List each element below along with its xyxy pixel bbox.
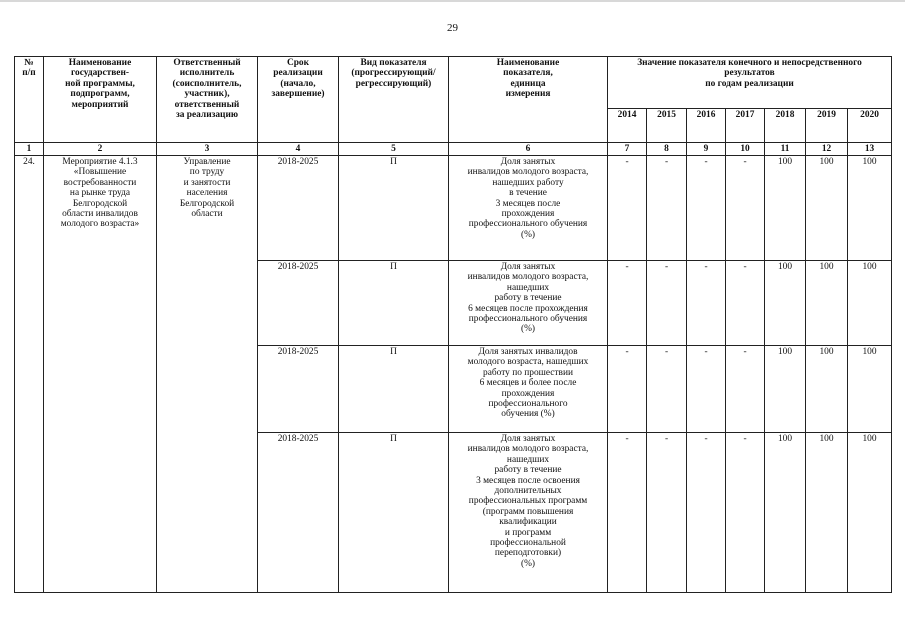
column-number: 2	[44, 143, 157, 156]
value-cell: -	[726, 261, 765, 346]
column-number: 1	[15, 143, 44, 156]
value-cell: -	[647, 156, 687, 261]
header-year: 2019	[806, 109, 848, 143]
column-number: 3	[157, 143, 258, 156]
period-cell: 2018-2025	[258, 261, 339, 346]
value-cell: -	[608, 156, 647, 261]
column-number: 11	[765, 143, 806, 156]
indicator-type-cell: П	[339, 433, 449, 593]
value-cell: -	[608, 261, 647, 346]
page-number: 29	[447, 22, 458, 34]
value-cell: -	[608, 346, 647, 433]
header-year: 2016	[687, 109, 726, 143]
header-program-name: Наименование государствен- ной программы, подпрограмм, мероприятий	[44, 57, 157, 143]
column-number: 7	[608, 143, 647, 156]
value-cell: -	[647, 261, 687, 346]
value-cell: 100	[765, 156, 806, 261]
header-number: № п/п	[15, 57, 44, 143]
value-cell: 100	[848, 346, 892, 433]
indicator-type-cell: П	[339, 346, 449, 433]
indicator-name-cell: Доля занятых инвалидов молодого возраста, нашедших работу в течение 3 месяцев после прохождения профессионального обучения (%)	[449, 156, 608, 261]
value-cell: 100	[806, 261, 848, 346]
value-cell: -	[726, 346, 765, 433]
header-year: 2018	[765, 109, 806, 143]
indicator-type-cell: П	[339, 261, 449, 346]
value-cell: 100	[765, 346, 806, 433]
period-cell: 2018-2025	[258, 346, 339, 433]
header-indicator-name: Наименование показателя, единица измерения	[449, 57, 608, 143]
indicators-table	[14, 56, 892, 593]
value-cell: -	[608, 433, 647, 593]
value-cell: 100	[806, 156, 848, 261]
value-cell: -	[647, 433, 687, 593]
indicator-name-cell: Доля занятых инвалидов молодого возраста, нашедших работу в течение 3 месяцев после освоения дополнительных профессиональных программ (программ повышения квалификации и программ профессиональной переподготовки) (%)	[449, 433, 608, 593]
header-values-group: Значение показателя конечного и непосредственного результатов по годам реализации	[608, 57, 892, 109]
value-cell: -	[687, 346, 726, 433]
header-executor: Ответственный исполнитель (соисполнитель, участник), ответственный за реализацию	[157, 57, 258, 143]
header-year: 2020	[848, 109, 892, 143]
entry-name: Мероприятие 4.1.3 «Повышение востребованности на рынке труда Белгородской области инвалидов молодого возраста»	[44, 156, 157, 593]
period-cell: 2018-2025	[258, 433, 339, 593]
value-cell: 100	[848, 261, 892, 346]
value-cell: -	[726, 433, 765, 593]
value-cell: -	[726, 156, 765, 261]
value-cell: -	[687, 156, 726, 261]
column-number: 4	[258, 143, 339, 156]
column-number: 8	[647, 143, 687, 156]
page-top-border	[0, 0, 905, 2]
value-cell: -	[687, 261, 726, 346]
column-number: 10	[726, 143, 765, 156]
column-number: 5	[339, 143, 449, 156]
value-cell: 100	[848, 156, 892, 261]
header-year: 2014	[608, 109, 647, 143]
header-year: 2015	[647, 109, 687, 143]
column-number: 9	[687, 143, 726, 156]
table-row	[15, 156, 892, 261]
value-cell: 100	[806, 346, 848, 433]
period-cell: 2018-2025	[258, 156, 339, 261]
indicator-name-cell: Доля занятых инвалидов молодого возраста, нашедших работу по прошествии 6 месяцев и более после прохождения профессионального обучения (%)	[449, 346, 608, 433]
entry-executor: Управление по труду и занятости населения Белгородской области	[157, 156, 258, 593]
value-cell: 100	[806, 433, 848, 593]
value-cell: 100	[765, 261, 806, 346]
column-number: 6	[449, 143, 608, 156]
entry-number: 24.	[15, 156, 44, 593]
header-indicator-type: Вид показателя (прогрессирующий/ регрессирующий)	[339, 57, 449, 143]
indicator-type-cell: П	[339, 156, 449, 261]
value-cell: 100	[848, 433, 892, 593]
value-cell: 100	[765, 433, 806, 593]
column-number: 13	[848, 143, 892, 156]
value-cell: -	[687, 433, 726, 593]
header-year: 2017	[726, 109, 765, 143]
column-number: 12	[806, 143, 848, 156]
value-cell: -	[647, 346, 687, 433]
header-period: Срок реализации (начало, завершение)	[258, 57, 339, 143]
indicator-name-cell: Доля занятых инвалидов молодого возраста, нашедших работу в течение 6 месяцев после прохождения профессионального обучения (%)	[449, 261, 608, 346]
